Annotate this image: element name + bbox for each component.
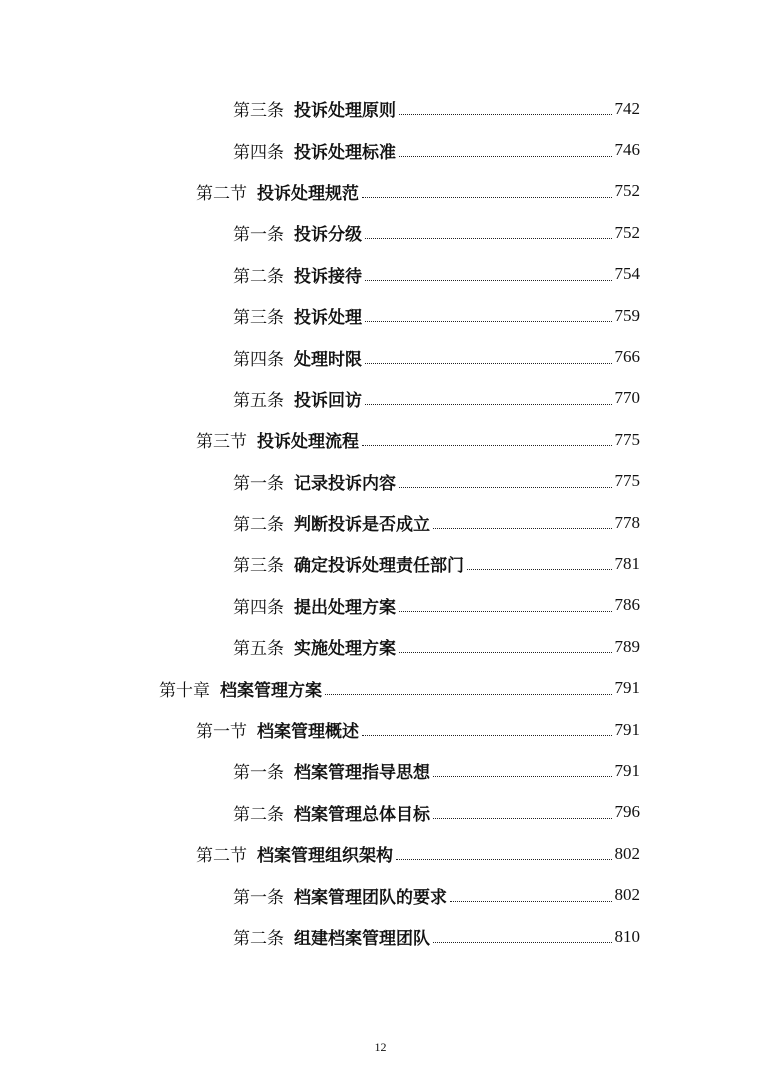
toc-entry-page: 796 [614,802,640,822]
toc-entry-number: 第二节 [196,183,247,204]
dot-leader [362,735,612,736]
toc-entry[interactable] [0,543,761,584]
toc-entry[interactable] [0,916,761,957]
toc-entry-number: 第二条 [233,515,284,536]
toc-entry-title: 判断投诉是否成立 [294,515,430,536]
toc-entry-number: 第二节 [196,846,247,867]
toc-entry-title: 确定投诉处理责任部门 [294,556,464,577]
toc-entry[interactable] [0,212,761,253]
toc-entry-number: 第二条 [233,266,284,287]
toc-entry-number: 第二条 [233,804,284,825]
toc-entry-page: 759 [614,305,640,325]
page-number: 12 [374,1040,387,1054]
dot-leader [396,859,612,860]
toc-entry[interactable] [0,88,761,129]
toc-entry[interactable] [0,336,761,377]
dot-leader [365,280,612,281]
dot-leader [399,114,612,115]
dot-leader [325,694,612,695]
toc-entry-title: 投诉处理标准 [294,142,396,163]
toc-entry-page: 752 [614,181,640,201]
toc-entry-page: 766 [614,347,640,367]
toc-entry-page: 791 [614,719,640,739]
dot-leader [399,487,612,488]
toc-entry-number: 第一条 [233,887,284,908]
toc-entry-number: 第二条 [233,929,284,949]
toc-entry-title: 档案管理团队的要求 [294,887,447,908]
toc-entry[interactable] [0,461,761,502]
toc-entry[interactable] [0,254,761,295]
toc-entry-page: 781 [614,553,640,573]
toc-entry-number: 第五条 [233,639,284,660]
dot-leader [365,238,612,239]
toc-entry-page: 770 [614,388,640,408]
toc-entry[interactable] [0,378,761,419]
toc-entry-page: 746 [614,140,640,160]
toc-entry-page: 802 [614,843,640,863]
toc-entry-title: 投诉分级 [294,225,362,246]
toc-entry-title: 投诉处理 [294,308,362,329]
dot-leader [365,363,612,364]
toc-entry-number: 第一条 [233,225,284,246]
toc-entry[interactable] [0,419,761,460]
toc-entry-number: 第三条 [233,556,284,577]
toc-entry-title: 记录投诉内容 [294,473,396,494]
toc-entry-page: 791 [614,678,640,698]
toc-entry-title: 档案管理指导思想 [294,763,430,784]
toc-entry-page: 791 [614,760,640,780]
toc-entry-title: 提出处理方案 [294,597,396,618]
toc-entry-title: 投诉处理规范 [257,183,359,204]
toc-entry-number: 第四条 [233,597,284,618]
toc-entry[interactable] [0,585,761,626]
toc-entry-number: 第四条 [233,349,284,370]
toc-entry-title: 处理时限 [294,349,362,370]
dot-leader [365,321,612,322]
toc-entry[interactable] [0,874,761,915]
toc-entry[interactable] [0,667,761,708]
toc-entry-title: 档案管理方案 [220,680,322,701]
dot-leader [399,611,612,612]
toc-entry-page: 754 [614,264,640,284]
toc-entry-title: 组建档案管理团队 [294,929,430,949]
toc-entry-title: 投诉接待 [294,266,362,287]
toc-entry[interactable] [0,833,761,874]
toc-entry[interactable] [0,502,761,543]
toc-entry-page: 775 [614,471,640,491]
toc-entry-number: 第五条 [233,390,284,411]
toc-entry-page: 775 [614,429,640,449]
toc-entry[interactable] [0,295,761,336]
dot-leader [365,404,612,405]
table-of-contents [0,88,761,957]
dot-leader [467,569,612,570]
toc-entry-page: 810 [614,926,640,946]
toc-entry-title: 档案管理总体目标 [294,804,430,825]
dot-leader [433,942,612,943]
toc-entry-page: 786 [614,595,640,615]
dot-leader [433,528,612,529]
toc-entry-page: 802 [614,885,640,905]
toc-entry[interactable] [0,626,761,667]
toc-entry-title: 档案管理组织架构 [257,846,393,867]
dot-leader [433,776,612,777]
toc-entry-page: 789 [614,636,640,656]
toc-entry-title: 投诉处理流程 [257,432,359,453]
toc-entry[interactable] [0,129,761,170]
dot-leader [450,901,612,902]
toc-entry-page: 778 [614,512,640,532]
toc-entry-title: 实施处理方案 [294,639,396,660]
toc-entry-number: 第一条 [233,763,284,784]
toc-entry-number: 第一条 [233,473,284,494]
dot-leader [362,197,612,198]
toc-entry[interactable] [0,792,761,833]
dot-leader [399,156,612,157]
toc-entry-title: 投诉回访 [294,390,362,411]
toc-entry-number: 第十章 [159,680,210,701]
toc-entry-title: 投诉处理原则 [294,101,396,122]
toc-entry-number: 第三条 [233,308,284,329]
toc-entry-page: 742 [614,98,640,118]
dot-leader [362,445,612,446]
toc-entry-title: 档案管理概述 [257,722,359,743]
toc-entry-number: 第一节 [196,722,247,743]
toc-entry-number: 第三条 [233,101,284,122]
toc-entry-number: 第三节 [196,432,247,453]
dot-leader [399,652,612,653]
toc-entry-number: 第四条 [233,142,284,163]
toc-entry[interactable] [0,709,761,750]
toc-entry-page: 752 [614,222,640,242]
dot-leader [433,818,612,819]
toc-entry[interactable] [0,750,761,791]
toc-entry[interactable] [0,171,761,212]
